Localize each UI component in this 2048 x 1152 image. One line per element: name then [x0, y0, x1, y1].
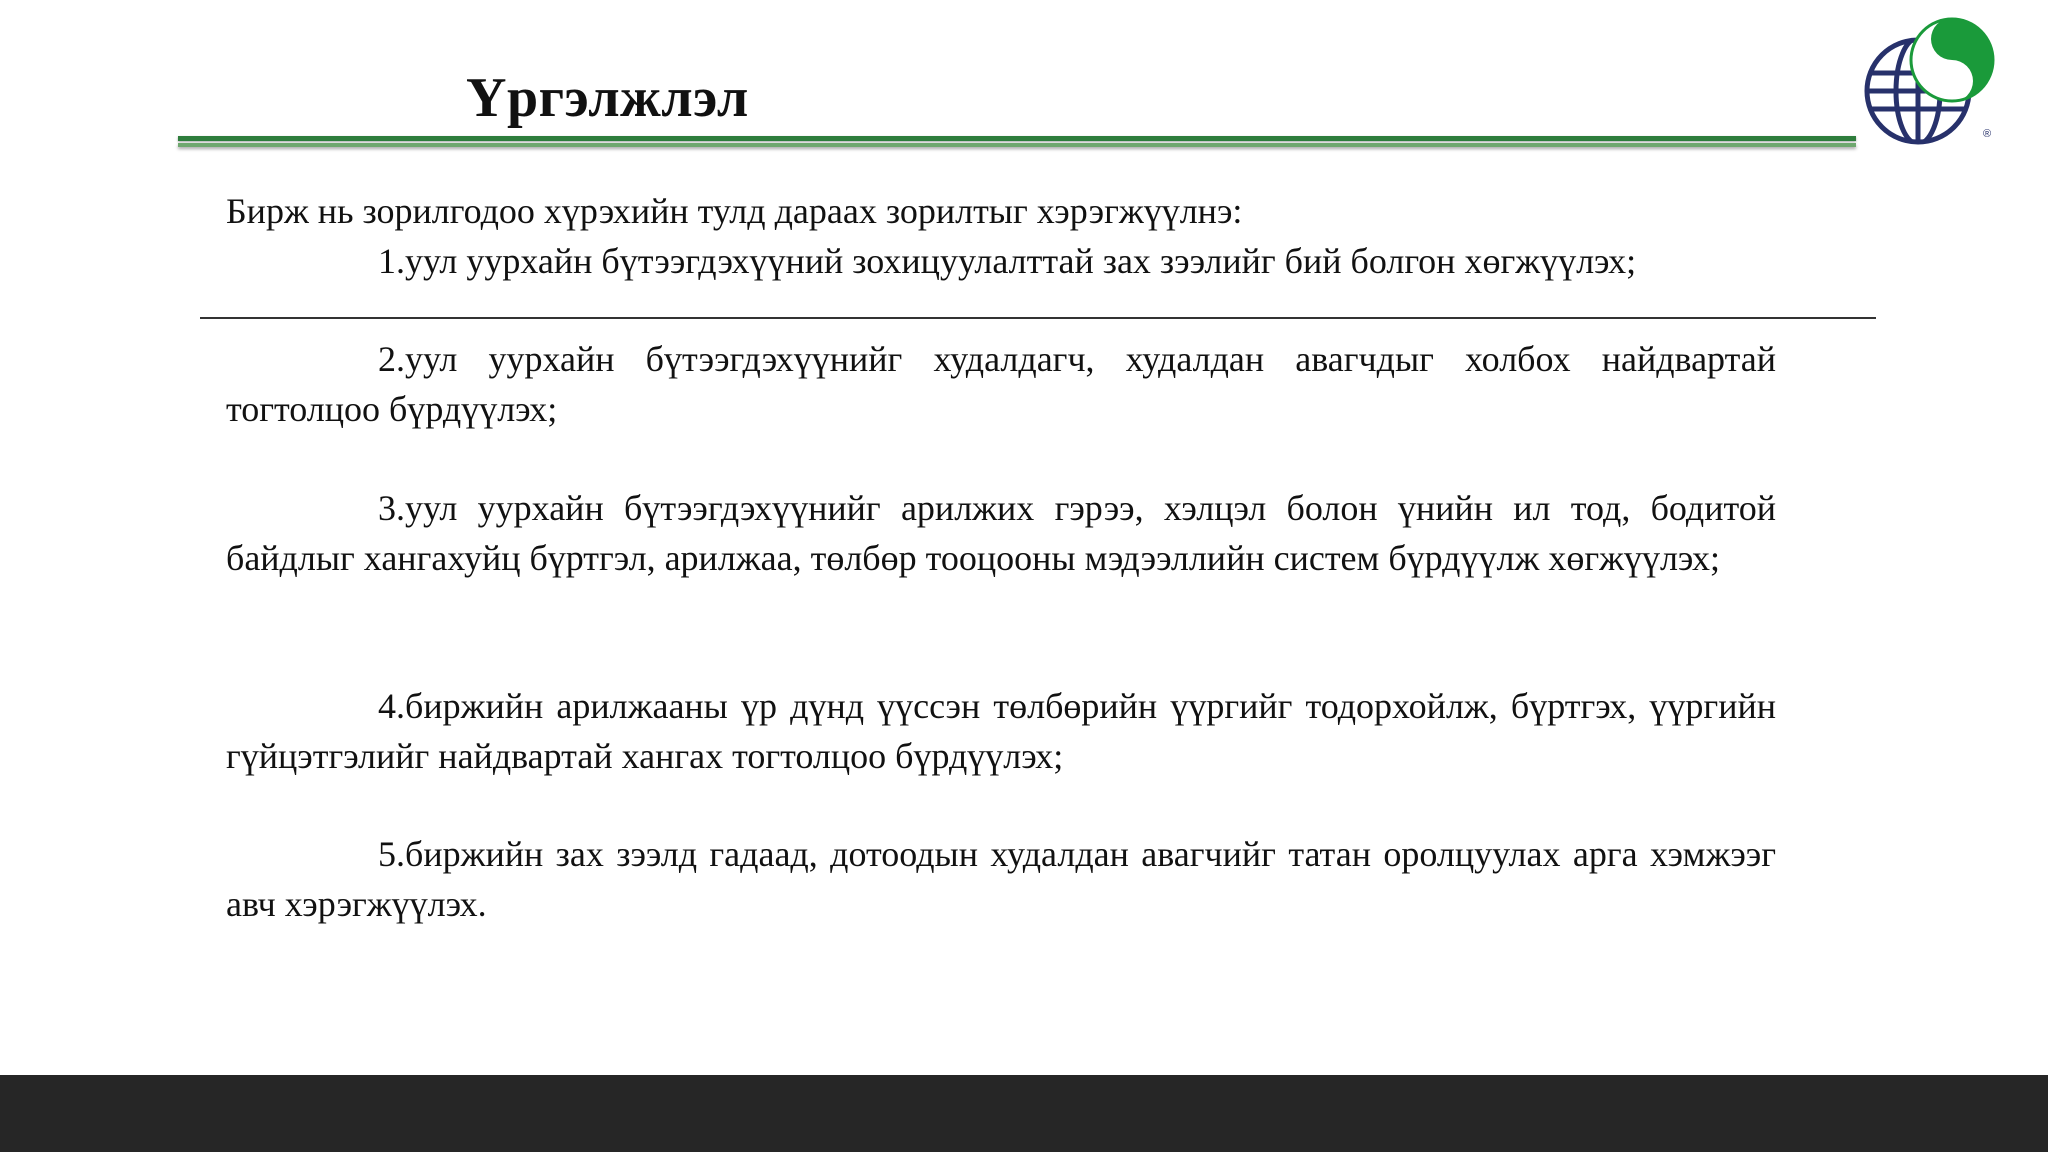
title-underline-dark [178, 136, 1856, 141]
list-item-4: 4.биржийн арилжааны үр дүнд үүссэн төлбөрийн үүргийг тодорхойлж, бүртгэх, үүргийн гүйцэтгэлийг найдвартай хангах тогтолцоо бүрдүүлэх; [226, 686, 1776, 776]
list-item-1: 1.уул уурхайн бүтээгдэхүүний зохицуулалттай зах зээлийг бий болгон хөгжүүлэх; [378, 241, 1637, 281]
list-item-3: 3.уул уурхайн бүтээгдэхүүнийг арилжих гэрээ, хэлцэл болон үнийн ил тод, бодитой байдлыг хангахуйц бүртгэл, арилжаа, төлбөр тооцооны мэдээллийн систем бүрдүүлж хөгжүүлэх; [226, 488, 1776, 578]
slide-title: Үргэлжлэл [466, 67, 749, 129]
globe-yin-yang-logo-icon [1858, 16, 2008, 146]
divider-line [200, 317, 1876, 319]
intro-block [226, 186, 1776, 286]
registered-mark: ® [1983, 128, 1992, 140]
title-underline [178, 136, 1856, 150]
list-item-5: 5.биржийн зах зээлд гадаад, дотоодын худалдан авагчийг татан оролцуулах арга хэмжээг авч хэрэгжүүлэх. [226, 834, 1776, 924]
intro-text: Бирж нь зорилгодоо хүрэхийн тулд дараах зорилтыг хэрэгжүүлнэ: [226, 191, 1243, 231]
title-underline-light [178, 143, 1856, 147]
list-item-2: 2.уул уурхайн бүтээгдэхүүнийг худалдагч, худалдан авагчдыг холбох найдвартай тогтолцоо бүрдүүлэх; [226, 339, 1776, 429]
footer-bar [0, 1075, 2048, 1152]
